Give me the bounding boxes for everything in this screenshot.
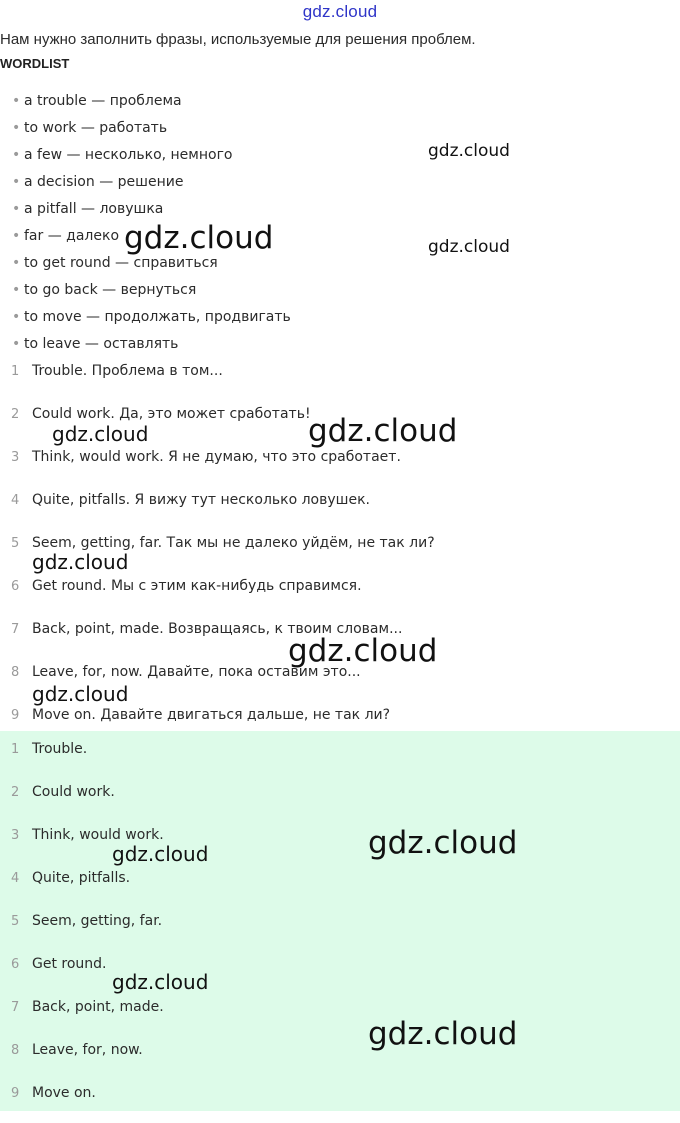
bullet-icon: • [12,147,21,163]
watermark: gdz.cloud [308,413,458,449]
phrase-item [0,487,435,530]
phrase-item [0,573,435,616]
bullet-icon: • [12,336,21,352]
answer-list [0,736,164,1123]
answer-item [0,1080,164,1123]
watermark: gdz.cloud [32,682,129,706]
item-number: 6 [11,957,20,972]
phrase-text: Seem, getting, far. Так мы не далеко уйдём, не так ли? [32,535,435,551]
answer-item [0,736,164,779]
bullet-icon: • [12,228,21,244]
watermark: gdz.cloud [428,237,510,257]
phrase-text: Get round. Мы с этим как-нибудь справимся. [32,578,362,594]
answer-text: Think, would work. [32,827,164,843]
phrase-item [0,444,435,487]
item-number: 5 [11,536,20,551]
bullet-icon: • [12,93,21,109]
bullet-icon: • [12,120,21,136]
phrase-text: Back, point, made. Возвращаясь, к твоим словам... [32,621,403,637]
answer-item [0,865,164,908]
bullet-icon: • [12,282,21,298]
wordlist-item: • a pitfall — ловушка [0,196,291,223]
watermark: gdz.cloud [428,141,510,161]
item-number: 8 [11,1043,20,1058]
wordlist-item: • to go back — вернуться [0,277,291,304]
item-number: 4 [11,871,20,886]
watermark: gdz.cloud [112,842,209,866]
item-number: 3 [11,828,20,843]
bullet-icon: • [12,201,21,217]
answer-text: Back, point, made. [32,999,164,1015]
wordlist-item: • to leave — оставлять [0,331,291,358]
wordlist-item: • to move — продолжать, продвигать [0,304,291,331]
watermark: gdz.cloud [368,825,518,861]
answer-text: Leave, for, now. [32,1042,143,1058]
answer-text: Could work. [32,784,115,800]
watermark: gdz.cloud [52,422,149,446]
watermark: gdz.cloud [368,1016,518,1052]
item-number: 4 [11,493,20,508]
watermark: gdz.cloud [32,550,129,574]
answer-item [0,1037,164,1080]
phrase-text: Could work. Да, это может сработать! [32,406,311,422]
wordlist-item: • a decision — решение [0,169,291,196]
header-watermark: gdz.cloud [302,2,378,21]
watermark: gdz.cloud [124,220,274,256]
item-number: 5 [11,914,20,929]
answer-text: Get round. [32,956,107,972]
phrase-text: Quite, pitfalls. Я вижу тут несколько ловушек. [32,492,370,508]
bullet-icon: • [12,255,21,271]
item-number: 8 [11,665,20,680]
item-number: 3 [11,450,20,465]
item-number: 9 [11,708,20,723]
item-number: 2 [11,407,20,422]
item-number: 1 [11,742,20,757]
answer-text: Quite, pitfalls. [32,870,131,886]
bullet-icon: • [12,174,21,190]
item-number: 7 [11,1000,20,1015]
watermark: gdz.cloud [112,970,209,994]
wordlist-title: WORDLIST [0,56,70,71]
item-number: 9 [11,1086,20,1101]
bullet-icon: • [12,309,21,325]
answer-text: Move on. [32,1085,96,1101]
wordlist-item: • a few — несколько, немного [0,142,291,169]
answer-panel [0,731,680,1111]
phrase-text: Trouble. Проблема в том... [32,363,223,379]
phrase-item [0,358,435,401]
item-number: 2 [11,785,20,800]
answer-text: Seem, getting, far. [32,913,163,929]
phrase-text: Move on. Давайте двигаться дальше, не так ли? [32,707,391,723]
item-number: 6 [11,579,20,594]
answer-item [0,779,164,822]
wordlist-item: • a trouble — проблема [0,88,291,115]
item-number: 1 [11,364,20,379]
wordlist-item: • to work — работать [0,115,291,142]
answer-text: Trouble. [32,741,88,757]
phrase-text: Think, would work. Я не думаю, что это сработает. [32,449,401,465]
watermark: gdz.cloud [288,633,438,669]
answer-item [0,994,164,1037]
wordlist-item: • to get round — справиться [0,250,291,277]
answer-item [0,908,164,951]
phrase-text: Leave, for, now. Давайте, пока оставим это... [32,664,361,680]
task-intro: Нам нужно заполнить фразы, используемые для решения проблем. [0,31,476,48]
wordlist-item: • far — далеко [0,223,291,250]
item-number: 7 [11,622,20,637]
